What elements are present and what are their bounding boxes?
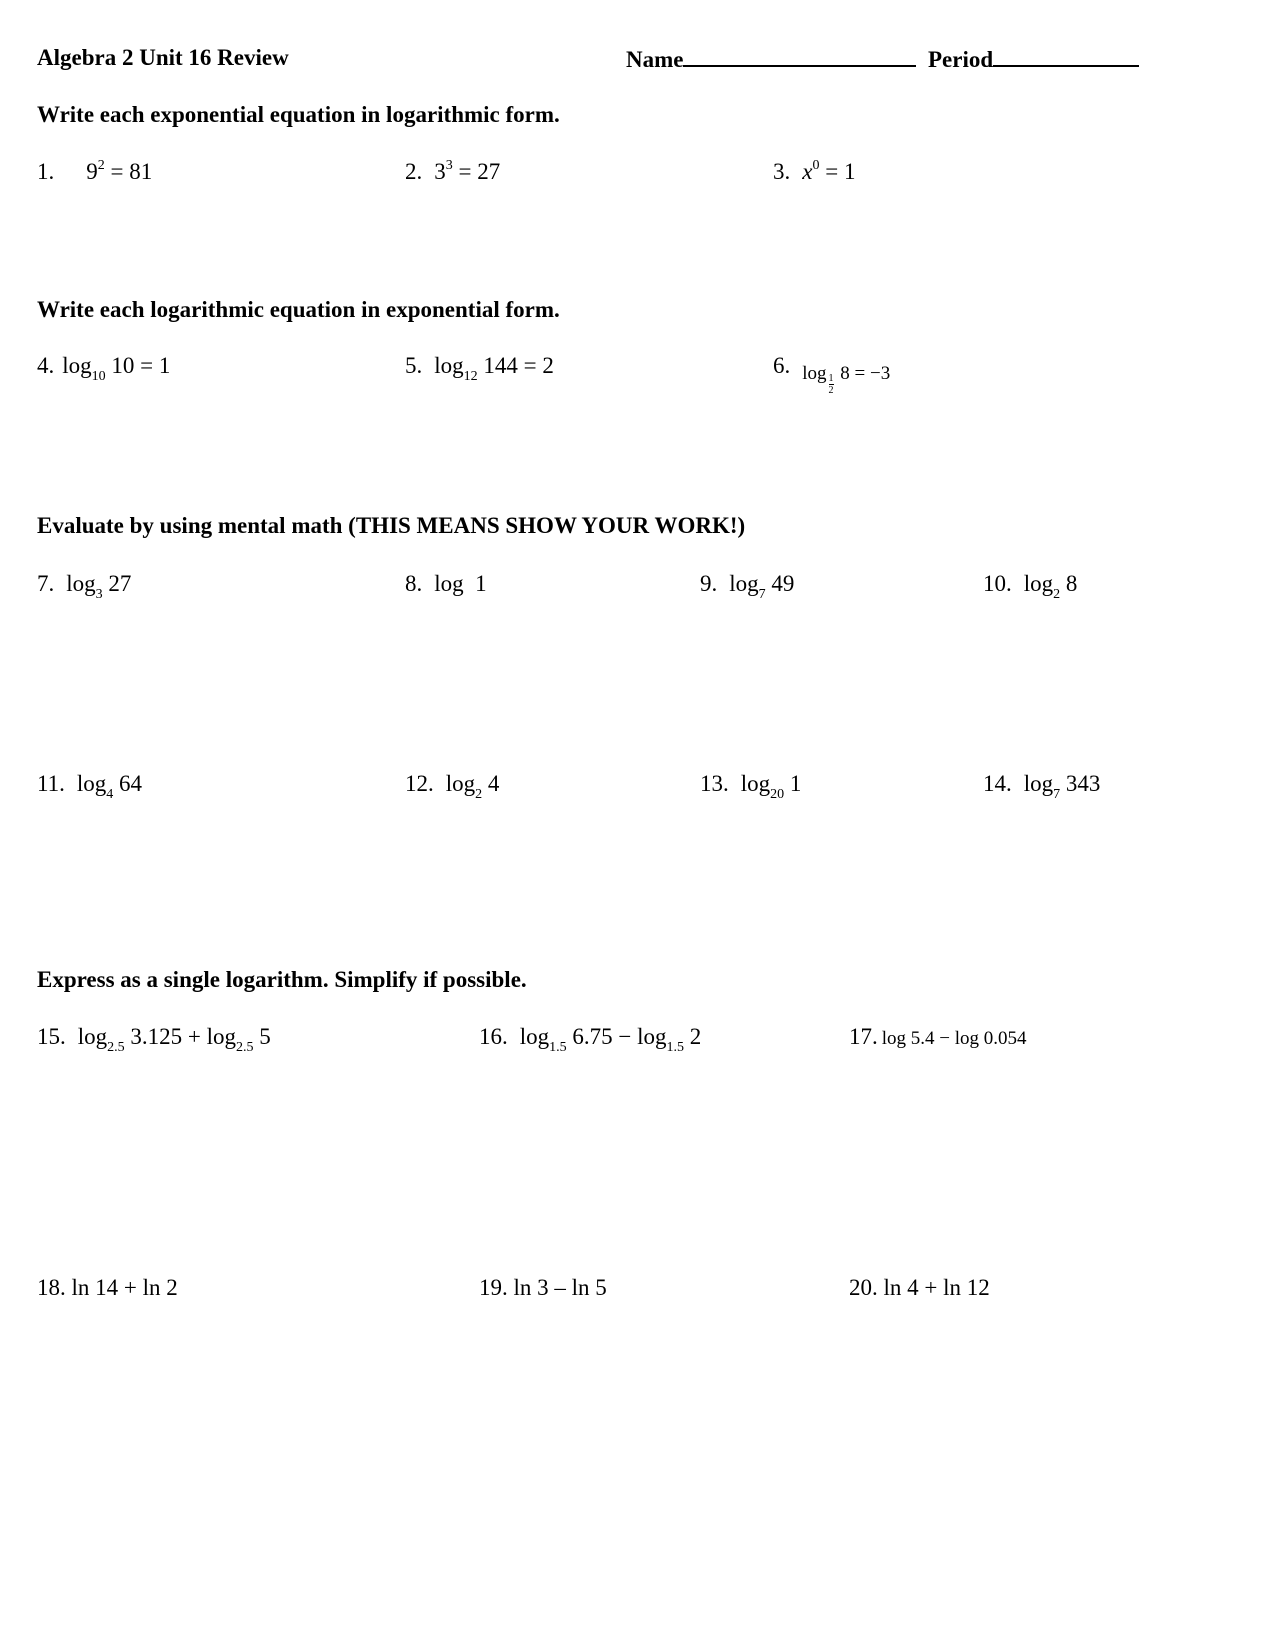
section-heading-mental-math: Evaluate by using mental math (THIS MEANS SHOW YOUR WORK!) xyxy=(37,513,746,538)
problem-20: 20. ln 4 + ln 12 xyxy=(849,1275,990,1300)
name-label: Name xyxy=(626,47,684,72)
problem-16: 16. $\log_{1.5} 6.75 - \log_{1.5} 2$ xyxy=(479,1024,702,1055)
problem-14: 14. $\log_7 343$ xyxy=(983,771,1101,802)
name-field[interactable] xyxy=(626,45,916,73)
problem-2: 2. $3^3 = 27$ xyxy=(405,158,501,184)
problem-13: 13. $\log_{20} 1$ xyxy=(700,771,802,802)
section-heading-single-logarithm: Express as a single logarithm. Simplify if possible. xyxy=(37,967,527,992)
problem-5: 5. $\log_{12} 144 = 2$ xyxy=(405,353,554,384)
name-blank[interactable] xyxy=(683,45,916,67)
problem-3: 3. $x^0 = 1$ xyxy=(773,158,856,184)
problem-19: 19. ln 3 – ln 5 xyxy=(479,1275,607,1300)
problem-15: 15. $\log_{2.5} 3.125 + \log_{2.5} 5$ xyxy=(37,1024,271,1055)
problem-11: 11. $\log_4 64$ xyxy=(37,771,143,802)
problem-8: 8. log 1 xyxy=(405,571,487,596)
problem-12: 12. $\log_2 4$ xyxy=(405,771,500,802)
period-label: Period xyxy=(928,47,994,72)
period-blank[interactable] xyxy=(993,45,1139,67)
problem-6: 6. $_{log \frac{1}{2} 8 = -3}$ xyxy=(773,353,891,396)
worksheet-title: Algebra 2 Unit 16 Review xyxy=(37,45,289,70)
problem-7: 7. $\log_3 27$ xyxy=(37,571,132,602)
problem-17: 17. log 5.4 − log 0.054 xyxy=(849,1024,1027,1049)
problem-4: 4. $\log_{10} 10 = 1$ xyxy=(37,353,171,384)
problem-18: 18. ln 14 + ln 2 xyxy=(37,1275,178,1300)
section-heading-log-to-exponential: Write each logarithmic equation in exponential form. xyxy=(37,297,560,322)
problem-1: 1. $9^2 = 81$ xyxy=(37,158,153,184)
period-field[interactable] xyxy=(928,45,1139,73)
problem-9: 9. $\log_7 49$ xyxy=(700,571,795,602)
problem-10: 10. $\log_2 8$ xyxy=(983,571,1078,602)
section-heading-exponential-to-log: Write each exponential equation in logarithmic form. xyxy=(37,102,560,127)
